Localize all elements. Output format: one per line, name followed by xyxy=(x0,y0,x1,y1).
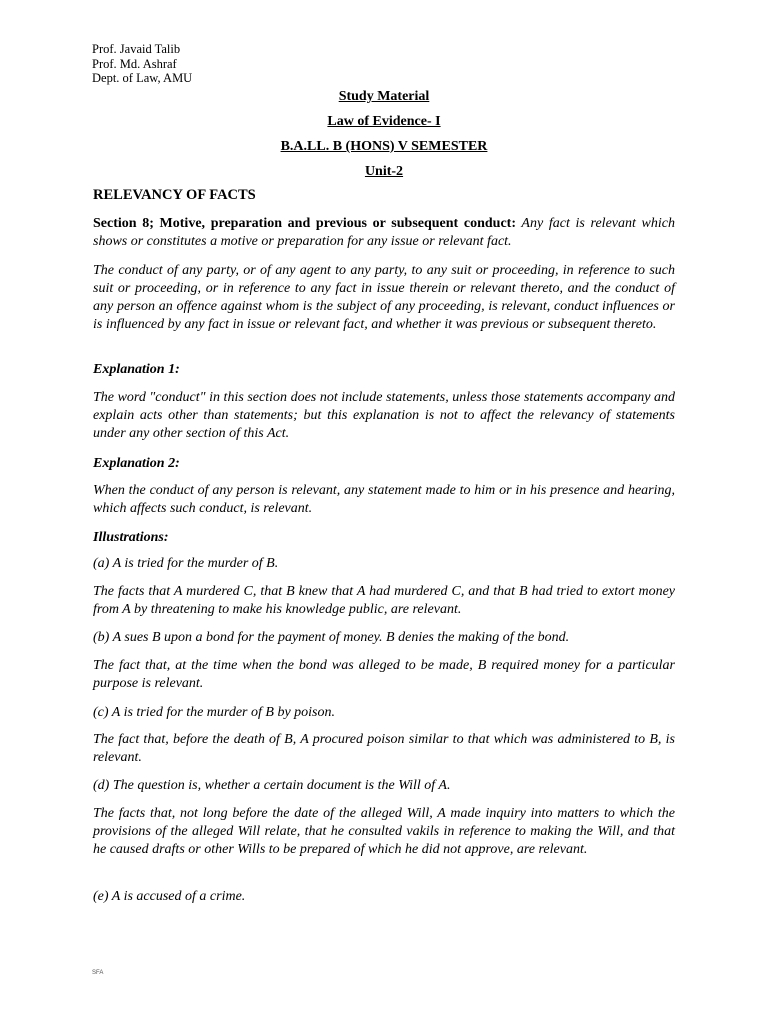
author-department: Dept. of Law, AMU xyxy=(92,71,193,85)
program-heading: B.A.LL. B (HONS) V SEMESTER xyxy=(280,139,488,154)
illustration-c-fact: The fact that, before the death of B, A procured poison similar to that which was administered to B, is relevant. xyxy=(93,732,675,765)
conduct-paragraph: The conduct of any party, or of any agent to any party, to any suit or proceeding, in reference to such suit or proceeding, or in reference to any fact in issue therein or relevant thereto, and the conduct of any person an offence against whom is the subject of any proceeding, is relevant, conduct influences or is influenced by any fact in issue or relevant fact, and whether it was previous or subsequent thereto. xyxy=(93,263,675,332)
section-title: RELEVANCY OF FACTS xyxy=(93,187,256,203)
explanation-1-text: The word "conduct" in this section does not include statements, unless those statements accompany and explain acts other than statements; but this explanation is not to affect the relevancy of statements under any other section of this Act. xyxy=(93,390,675,441)
illustration-b-case: (b) A sues B upon a bond for the payment of money. B denies the making of the bond. xyxy=(93,630,570,645)
section-8-heading: Section 8; Motive, preparation and previous or subsequent conduct: xyxy=(93,216,517,231)
author-name-1: Prof. Javaid Talib xyxy=(92,42,181,56)
section-8-text: Any fact is relevant which shows or constitutes a motive or preparation for any issue or relevant fact. xyxy=(93,216,676,249)
explanation-1-heading: Explanation 1: xyxy=(93,362,180,377)
course-heading: Law of Evidence- I xyxy=(327,114,441,129)
illustration-b-fact: The fact that, at the time when the bond was alleged to be made, B required money for a particular purpose is relevant. xyxy=(93,658,675,691)
explanation-2-heading: Explanation 2: xyxy=(93,456,180,471)
illustration-d-fact: The facts that, not long before the date of the alleged Will, A made inquiry into matters to which the provisions of the alleged Will relate, that he consulted vakils in reference to making the Will, and that he caused drafts or other Wills to be prepared of which he did not approve, are relevant. xyxy=(93,806,675,857)
illustration-a-fact: The facts that A murdered C, that B knew that A had murdered C, and that B had tried to extort money from A by threatening to make his knowledge public, are relevant. xyxy=(93,584,675,617)
illustration-a-case: (a) A is tried for the murder of B. xyxy=(93,556,279,571)
study-material-heading: Study Material xyxy=(338,89,430,104)
section-8-paragraph xyxy=(93,215,675,251)
illustration-c-case: (c) A is tried for the murder of B by poison. xyxy=(93,705,335,720)
illustration-d-case: (d) The question is, whether a certain document is the Will of A. xyxy=(93,778,451,793)
footer-mark: SFA xyxy=(92,970,104,976)
author-name-2: Prof. Md. Ashraf xyxy=(92,56,177,71)
illustrations-heading: Illustrations: xyxy=(93,530,169,545)
illustration-e-case: (e) A is accused of a crime. xyxy=(93,889,246,904)
unit-heading: Unit-2 xyxy=(364,164,404,179)
explanation-2-text: When the conduct of any person is relevant, any statement made to him or in his presence and hearing, which affects such conduct, is relevant. xyxy=(93,483,675,516)
author-block xyxy=(92,42,192,86)
